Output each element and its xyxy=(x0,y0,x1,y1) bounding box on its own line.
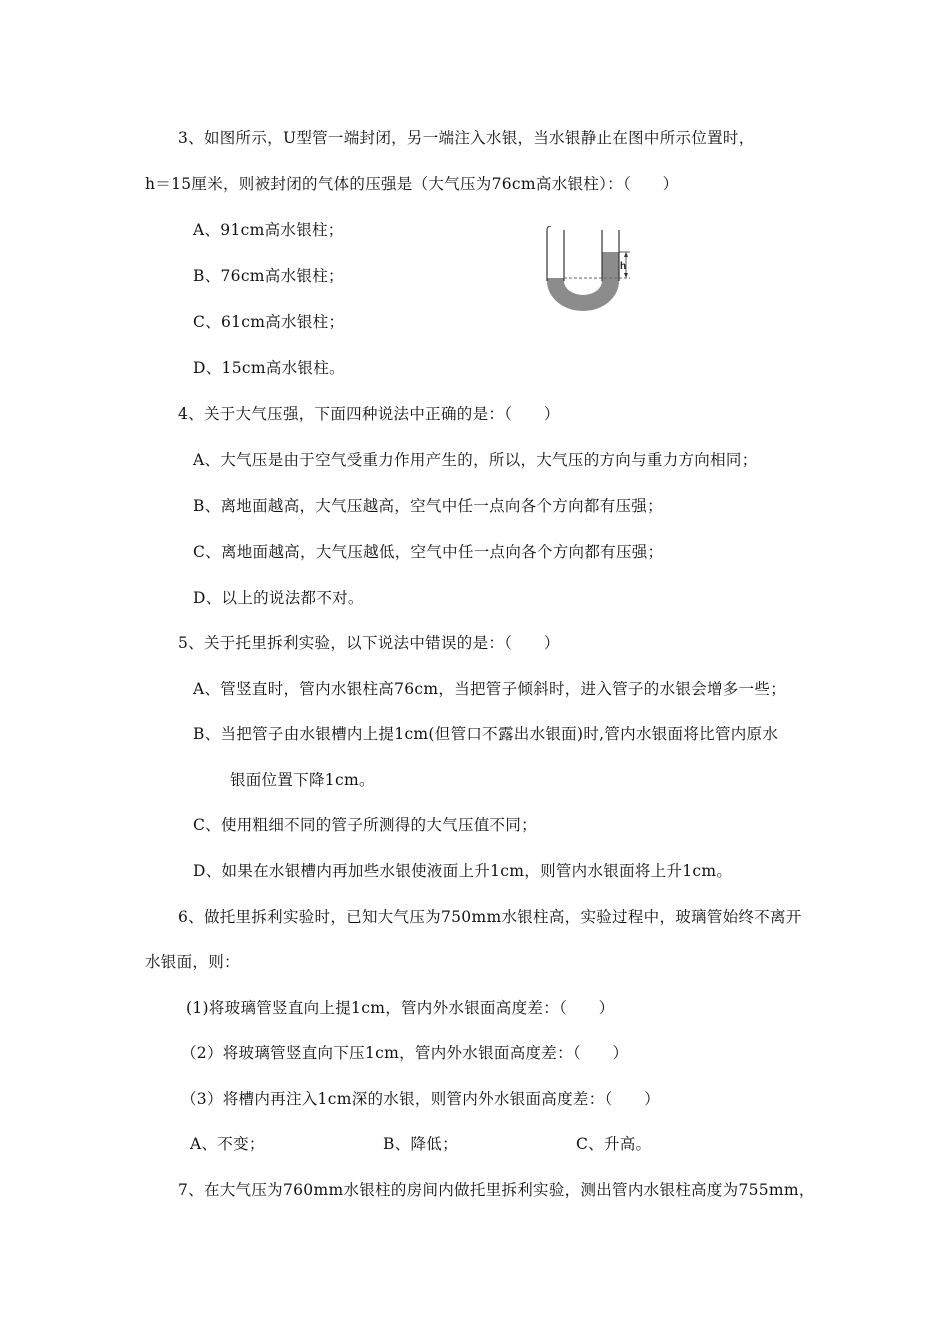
q7-stem-line1: 7、在大气压为760mm水银柱的房间内做托里拆利实验，测出管内水银柱高度为755mm， xyxy=(178,1181,815,1199)
q4-option-d: D、以上的说法都不对。 xyxy=(193,589,364,607)
q6-choice-a: A、不变； xyxy=(190,1135,265,1153)
q5-stem: 5、关于托里拆利实验，以下说法中错误的是：（ ） xyxy=(178,634,560,652)
q5-option-a: A、管竖直时，管内水银柱高76cm，当把管子倾斜时，进入管子的水银会增多一些； xyxy=(193,680,786,698)
q3-option-d: D、15cm高水银柱。 xyxy=(193,359,345,377)
q4-option-a: A、大气压是由于空气受重力作用产生的，所以，大气压的方向与重力方向相同； xyxy=(193,451,758,469)
q3-option-a: A、91cm高水银柱； xyxy=(193,221,344,239)
q4-option-c: C、离地面越高，大气压越低，空气中任一点向各个方向都有压强； xyxy=(193,543,664,561)
q6-stem-line1: 6、做托里拆利实验时，已知大气压为750mm水银柱高，实验过程中，玻璃管始终不离开 xyxy=(178,908,802,926)
mercury-body xyxy=(547,252,619,311)
q6-choice-c: C、升高。 xyxy=(576,1135,652,1153)
q4-stem: 4、关于大气压强，下面四种说法中正确的是：（ ） xyxy=(178,405,560,423)
tube-left-cap xyxy=(547,226,551,230)
q6-sub-1: (1)将玻璃管竖直向上提1cm，管内外水银面高度差：（ ） xyxy=(186,999,615,1017)
dim-arrow-up xyxy=(624,252,628,257)
q4-option-b: B、离地面越高，大气压越高，空气中任一点向各个方向都有压强； xyxy=(193,497,663,515)
figure-label-h: h xyxy=(620,261,627,272)
q6-choice-b: B、降低； xyxy=(383,1135,458,1153)
q5-option-b-line1: B、当把管子由水银槽内上提1cm(但管口不露出水银面)时,管内水银面将比管内原水 xyxy=(193,725,779,743)
q3-option-c: C、61cm高水银柱； xyxy=(193,313,345,331)
dim-arrow-down xyxy=(624,273,628,278)
q5-option-d: D、如果在水银槽内再加些水银使液面上升1cm，则管内水银面将上升1cm。 xyxy=(193,862,733,880)
q5-option-b-line2: 银面位置下降1cm。 xyxy=(230,771,375,789)
q6-sub-2: （2）将玻璃管竖直向下压1cm，管内外水银面高度差：（ ） xyxy=(181,1044,629,1062)
q3-stem-line1: 3、如图所示，U型管一端封闭，另一端注入水银，当水银静止在图中所示位置时， xyxy=(178,129,755,147)
q3-option-b: B、76cm高水银柱； xyxy=(193,267,344,285)
u-tube-figure xyxy=(540,226,640,318)
q6-stem-line2: 水银面，则： xyxy=(145,953,240,971)
q6-sub-3: （3）将槽内再注入1cm深的水银，则管内外水银面高度差：（ ） xyxy=(181,1090,660,1108)
q5-option-c: C、使用粗细不同的管子所测得的大气压值不同； xyxy=(193,816,537,834)
q3-stem-line2: h＝15厘米，则被封闭的气体的压强是（大气压为76cm高水银柱）：（ ） xyxy=(145,175,679,193)
